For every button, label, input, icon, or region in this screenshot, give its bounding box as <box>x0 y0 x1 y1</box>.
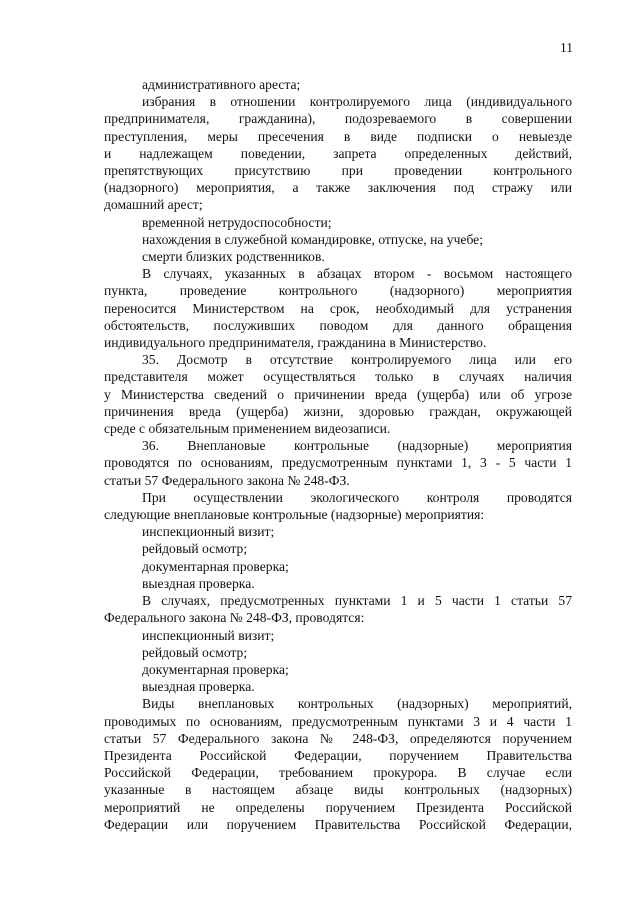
text-line: причинения вреда (ущерба) жизни, здоровью граждан, окружающей <box>104 403 572 419</box>
text-line: инспекционный визит; <box>142 627 275 643</box>
text-line: При осуществлении экологического контроля проводятся <box>142 489 572 505</box>
text-line: следующие внеплановые контрольные (надзорные) мероприятия: <box>104 507 485 523</box>
text-line: проводятся по основаниям, предусмотренным пунктами 1, 3 - 5 части 1 <box>104 455 572 471</box>
text-line: временной нетрудоспособности; <box>142 214 332 230</box>
text-line: обстоятельств, послуживших поводом для данного обращения <box>104 317 572 333</box>
text-line: предпринимателя, гражданина), подозреваемого в совершении <box>104 111 572 127</box>
text-line: рейдовый осмотр; <box>142 644 248 660</box>
text-line: В случаях, предусмотренных пунктами 1 и 5 части 1 статьи 57 <box>142 593 572 609</box>
text-line: препятствующих присутствию при проведении контрольного <box>104 163 572 179</box>
text-line: представителя может осуществляться только в случаях наличия <box>104 369 572 385</box>
text-line: В случаях, указанных в абзацах втором - восьмом настоящего <box>142 266 572 282</box>
text-line: у Министерства сведений о причинении вреда (ущерба) или об угрозе <box>104 386 572 402</box>
text-line: указанные в настоящем абзаце виды контрольных (надзорных) <box>104 782 572 798</box>
text-line: индивидуального предпринимателя, гражданина в Министерство. <box>104 335 487 351</box>
document-body <box>104 76 572 833</box>
text-line: инспекционный визит; <box>142 524 275 540</box>
text-line: смерти близких родственников. <box>142 249 325 265</box>
text-line: Федерации или поручением Правительства Российской Федерации, <box>104 816 572 832</box>
text-line: домашний арест; <box>104 197 203 213</box>
text-line: Виды внеплановых контрольных (надзорных) мероприятий, <box>142 696 572 712</box>
text-line: избрания в отношении контролируемого лица (индивидуального <box>142 94 572 110</box>
text-line: переносится Министерством на срок, необходимый для устранения <box>104 300 572 316</box>
text-line: выездная проверка. <box>142 679 255 695</box>
text-line: рейдовый осмотр; <box>142 541 248 557</box>
text-line: административного ареста; <box>142 77 301 92</box>
text-line: мероприятий не определены поручением Президента Российской <box>104 799 572 815</box>
text-line: нахождения в служебной командировке, отпуске, на учебе; <box>142 231 483 247</box>
text-line: Российской Федерации, требованием прокурора. В случае если <box>104 765 572 781</box>
text-line: документарная проверка; <box>142 661 289 677</box>
text-line: среде с обязательным применением видеозаписи. <box>104 421 391 437</box>
text-line: пункта, проведение контрольного (надзорного) мероприятия <box>104 283 572 299</box>
page-number: 11 <box>560 40 573 55</box>
text-line: 35. Досмотр в отсутствие контролируемого лица или его <box>142 352 572 368</box>
text-line: Президента Российской Федерации, поручением Правительства <box>104 747 572 763</box>
text-line: статьи 57 Федерального закона № 248-ФЗ. <box>104 472 350 488</box>
text-line: преступления, меры пресечения в виде подписки о невыезде <box>104 128 572 144</box>
text-line: статьи 57 Федерального закона № 248-ФЗ, определяются поручением <box>104 730 572 746</box>
text-line: 36. Внеплановые контрольные (надзорные) мероприятия <box>142 438 572 454</box>
text-line: и надлежащем поведении, запрета определенных действий, <box>104 145 572 161</box>
text-line: Федерального закона № 248-ФЗ, проводятся: <box>104 610 365 626</box>
text-line: документарная проверка; <box>142 558 289 574</box>
text-line: проводимых по основаниям, предусмотренным пунктами 3 и 4 части 1 <box>104 713 572 729</box>
text-line: выездная проверка. <box>142 575 255 591</box>
text-line: (надзорного) мероприятия, а также заключения под стражу или <box>104 180 572 196</box>
